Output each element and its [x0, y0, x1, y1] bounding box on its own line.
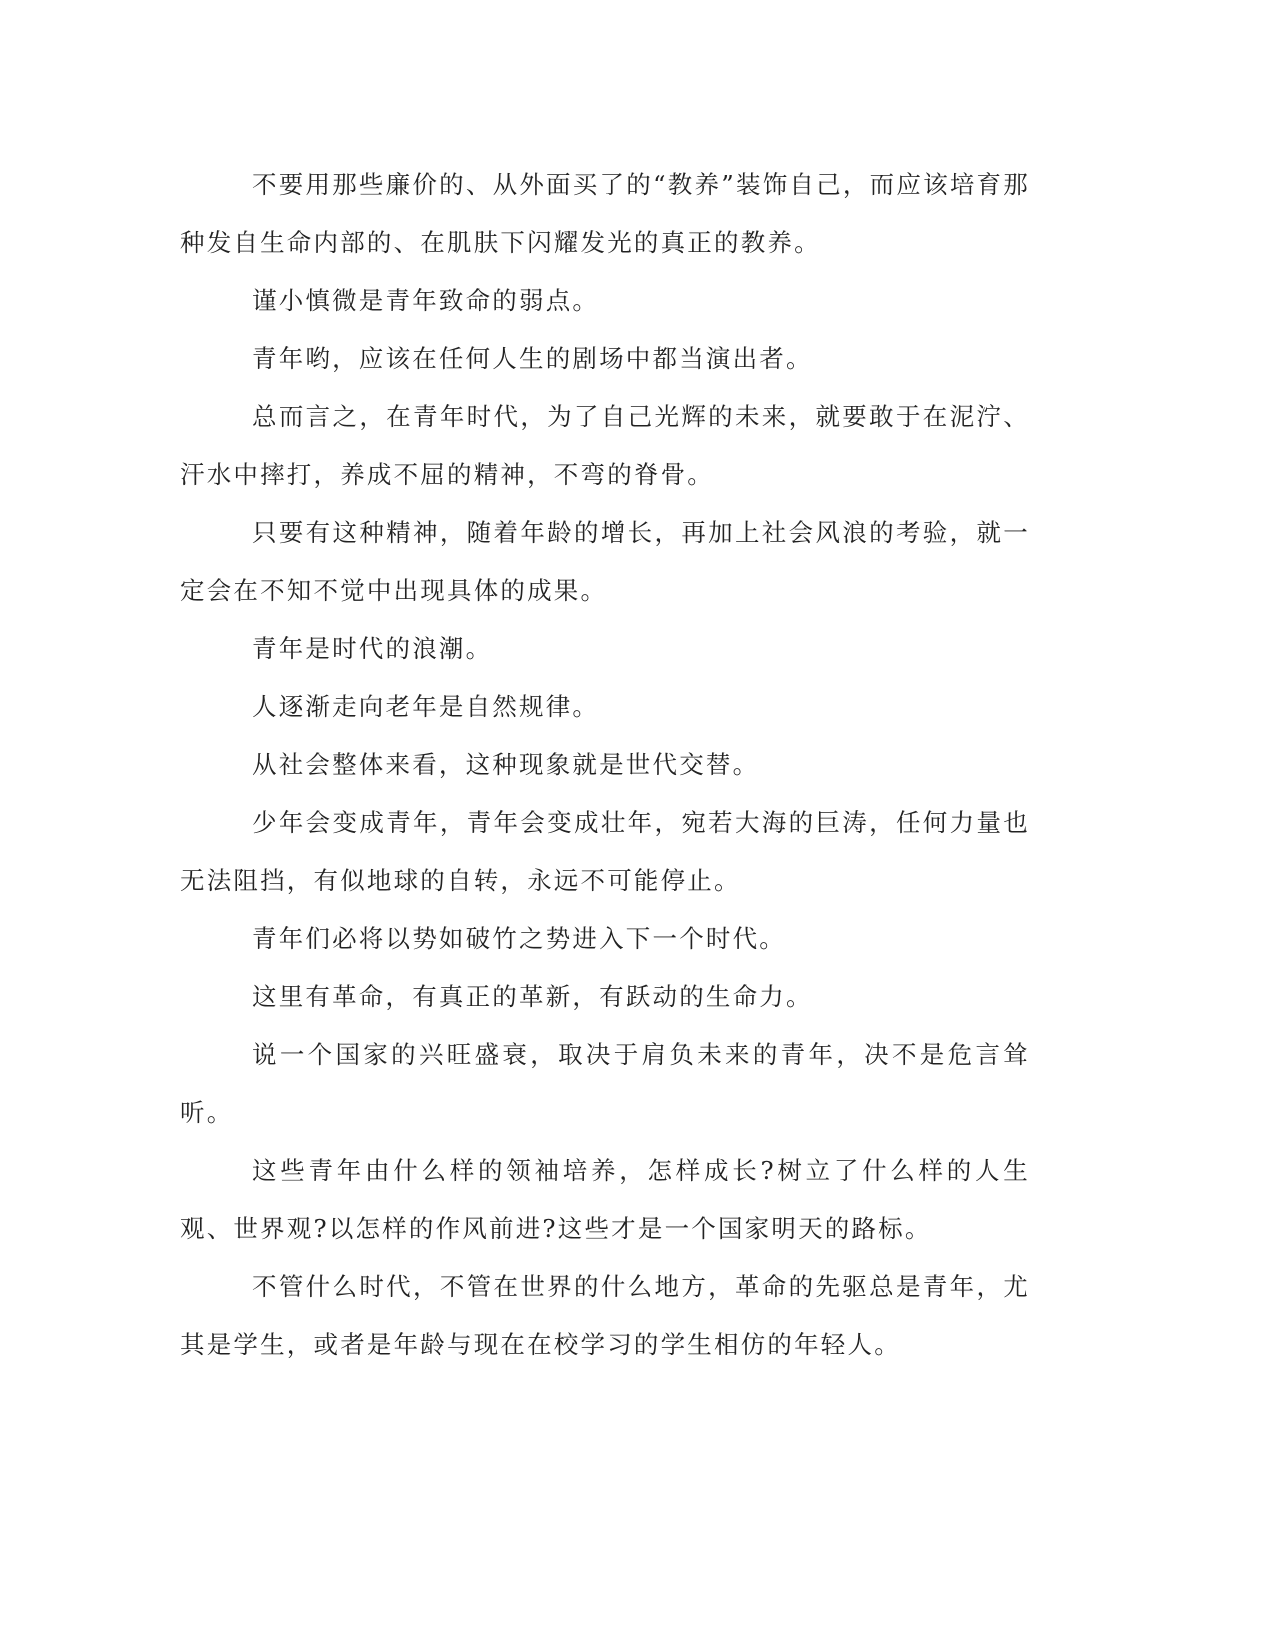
- paragraph-1: 不要用那些廉价的、从外面买了的“教养”装饰自己，而应该培育那种发自生命内部的、在肌肤下闪耀发光的真正的教养。: [180, 170, 1030, 257]
- paragraph-7: 人逐渐走向老年是自然规律。: [252, 692, 600, 721]
- document-body: [180, 156, 1030, 1374]
- paragraph-14: 不管什么时代，不管在世界的什么地方，革命的先驱总是青年，尤其是学生，或者是年龄与现在在校学习的学生相仿的年轻人。: [180, 1272, 1030, 1359]
- paragraph-8: 从社会整体来看，这种现象就是世代交替。: [252, 750, 760, 779]
- paragraph-13: 这些青年由什么样的领袖培养，怎样成长?树立了什么样的人生观、世界观?以怎样的作风前进?这些才是一个国家明天的路标。: [180, 1156, 1030, 1243]
- paragraph-5: 只要有这种精神，随着年龄的增长，再加上社会风浪的考验，就一定会在不知不觉中出现具体的成果。: [180, 518, 1030, 605]
- paragraph-11: 这里有革命，有真正的革新，有跃动的生命力。: [252, 982, 813, 1011]
- paragraph-3: 青年哟，应该在任何人生的剧场中都当演出者。: [252, 344, 813, 373]
- paragraph-2: 谨小慎微是青年致命的弱点。: [252, 286, 600, 315]
- paragraph-10: 青年们必将以势如破竹之势进入下一个时代。: [252, 924, 786, 953]
- paragraph-9: 少年会变成青年，青年会变成壮年，宛若大海的巨涛，任何力量也无法阻挡，有似地球的自转，永远不可能停止。: [180, 808, 1030, 895]
- paragraph-12: 说一个国家的兴旺盛衰，取决于肩负未来的青年，决不是危言耸听。: [180, 1040, 1030, 1127]
- paragraph-6: 青年是时代的浪潮。: [252, 634, 493, 663]
- paragraph-4: 总而言之，在青年时代，为了自己光辉的未来，就要敢于在泥泞、汗水中摔打，养成不屈的精神，不弯的脊骨。: [180, 402, 1030, 489]
